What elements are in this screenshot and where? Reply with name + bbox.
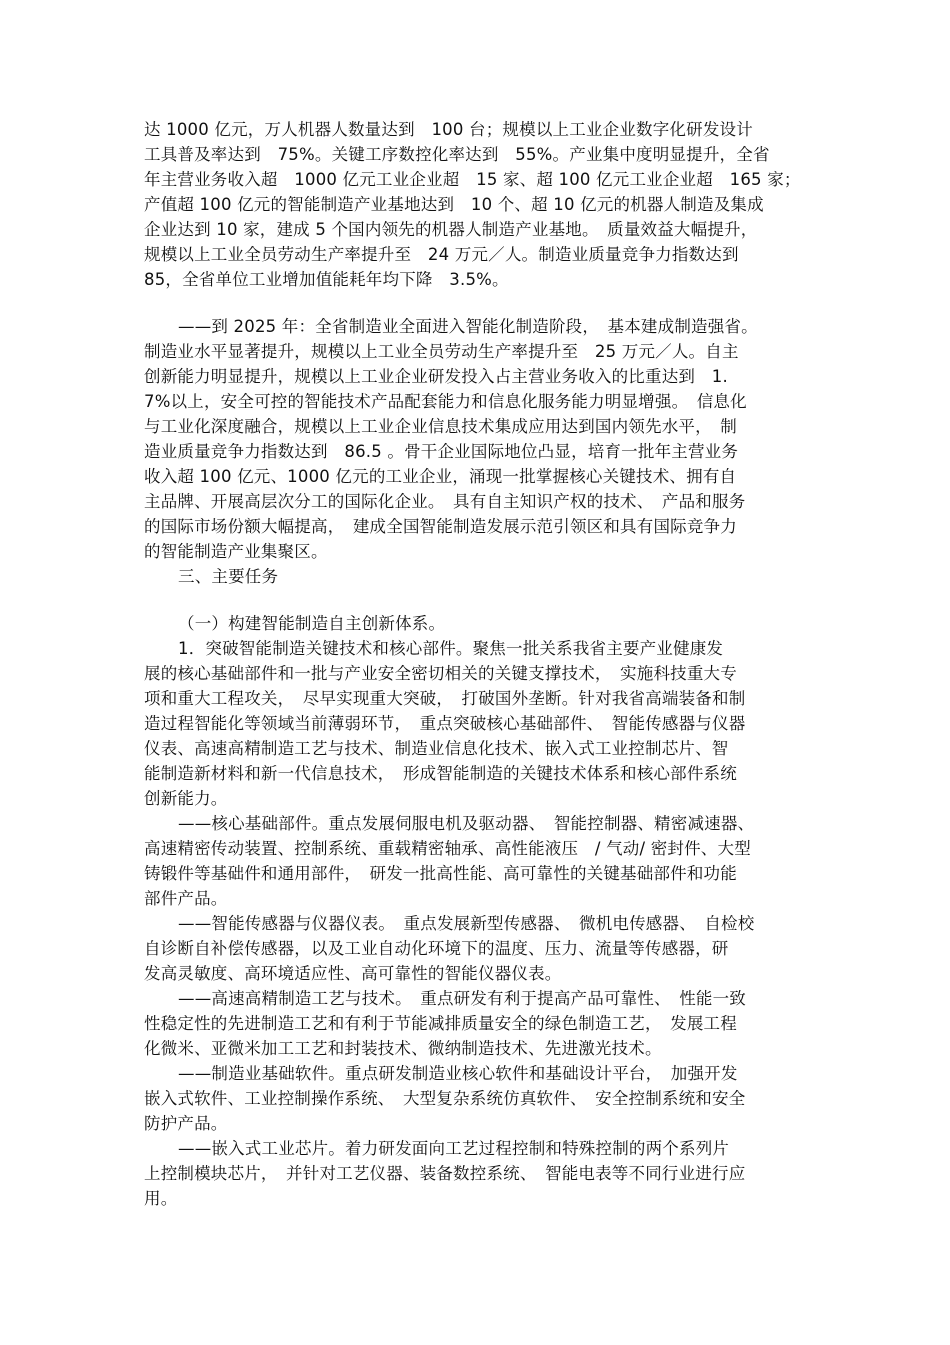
text-line: 防护产品。 xyxy=(144,1114,228,1133)
text-line: 嵌入式软件、工业控制操作系统、 大型复杂系统仿真软件、 安全控制系统和安全 xyxy=(144,1089,746,1108)
text-line: ——制造业基础软件。重点研发制造业核心软件和基础设计平台， 加强开发 xyxy=(178,1064,738,1083)
text-line: 产值超 100 亿元的智能制造产业基地达到 10 个、超 10 亿元的机器人制造及集成 xyxy=(144,195,764,214)
text-line: 7%以上，安全可控的智能技术产品配套能力和信息化服务能力明显增强。 信息化 xyxy=(144,392,747,411)
text-line: ——嵌入式工业芯片。着力研发面向工艺过程控制和特殊控制的两个系列片 xyxy=(178,1139,730,1158)
text-line: 工具普及率达到 75%。关键工序数控化率达到 55%。产业集中度明显提升，全省 xyxy=(144,145,770,164)
text-line: 创新能力。 xyxy=(144,789,228,808)
text-line: 展的核心基础部件和一批与产业安全密切相关的关键支撑技术， 实施科技重大专 xyxy=(144,664,737,683)
text-line: 造业质量竞争力指数达到 86.5 。骨干企业国际地位凸显，培育一批年主营业务 xyxy=(144,442,739,461)
text-line: ——到 2025 年：全省制造业全面进入智能化制造阶段， 基本建成制造强省。 xyxy=(178,317,758,336)
text-line: 化微米、亚微米加工工艺和封装技术、微纳制造技术、先进激光技术。 xyxy=(144,1039,662,1058)
text-line: 的国际市场份额大幅提高， 建成全国智能制造发展示范引领区和具有国际竞争力 xyxy=(144,517,737,536)
text-line: 用。 xyxy=(144,1189,178,1208)
text-line: 项和重大工程攻关， 尽早实现重大突破， 打破国外垄断。针对我省高端装备和制 xyxy=(144,689,746,708)
text-line: 性稳定性的先进制造工艺和有利于节能减排质量安全的绿色制造工艺， 发展工程 xyxy=(144,1014,737,1033)
text-line: 企业达到 10 家，建成 5 个国内领先的机器人制造产业基地。 质量效益大幅提升， xyxy=(144,220,758,239)
text-line: ——高速高精制造工艺与技术。 重点研发有利于提高产品可靠性、 性能一致 xyxy=(178,989,746,1008)
text-line: 上控制模块芯片， 并针对工艺仪器、装备数控系统、 智能电表等不同行业进行应 xyxy=(144,1164,746,1183)
text-line: 铸锻件等基础件和通用部件， 研发一批高性能、高可靠性的关键基础部件和功能 xyxy=(144,864,737,883)
subsection-heading: （一）构建智能制造自主创新体系。 xyxy=(178,614,446,633)
text-line: 达 1000 亿元，万人机器人数量达到 100 台；规模以上工业企业数字化研发设计 xyxy=(144,120,753,139)
text-line: 能制造新材料和新一代信息技术， 形成智能制造的关键技术体系和核心部件系统 xyxy=(144,764,737,783)
text-line: 仪表、高速高精制造工艺与技术、制造业信息化技术、嵌入式工业控制芯片、智 xyxy=(144,739,729,758)
text-line: 制造业水平显著提升，规模以上工业全员劳动生产率提升至 25 万元／人。自主 xyxy=(144,342,739,361)
text-line: ——智能传感器与仪器仪表。 重点发展新型传感器、 微机电传感器、 自检校 xyxy=(178,914,755,933)
text-line: ——核心基础部件。重点发展伺服电机及驱动器、 智能控制器、精密减速器、 xyxy=(178,814,755,833)
text-line: 部件产品。 xyxy=(144,889,228,908)
text-line: 创新能力明显提升，规模以上工业企业研发投入占主营业务收入的比重达到 1. xyxy=(144,367,728,386)
text-line: 高速精密传动装置、控制系统、重载精密轴承、高性能液压 / 气动/ 密封件、大型 xyxy=(144,839,751,858)
text-line: 1．突破智能制造关键技术和核心部件。聚焦一批关系我省主要产业健康发 xyxy=(178,639,724,658)
text-line: 主品牌、开展高层次分工的国际化企业。 具有自主知识产权的技术、 产品和服务 xyxy=(144,492,746,511)
text-line: 85，全省单位工业增加值能耗年均下降 3.5%。 xyxy=(144,270,509,289)
text-line: 收入超 100 亿元、1000 亿元的工业企业，涌现一批掌握核心关键技术、拥有自 xyxy=(144,467,737,486)
section-heading: 三、主要任务 xyxy=(178,567,279,586)
text-line: 的智能制造产业集聚区。 xyxy=(144,542,328,561)
text-line: 规模以上工业全员劳动生产率提升至 24 万元／人。制造业质量竞争力指数达到 xyxy=(144,245,739,264)
text-line: 年主营业务收入超 1000 亿元工业企业超 15 家、超 100 亿元工业企业超 165 家； xyxy=(144,170,801,189)
text-line: 发高灵敏度、高环境适应性、高可靠性的智能仪器仪表。 xyxy=(144,964,562,983)
text-line: 造过程智能化等领域当前薄弱环节， 重点突破核心基础部件、 智能传感器与仪器 xyxy=(144,714,746,733)
text-line: 与工业化深度融合，规模以上工业企业信息技术集成应用达到国内领先水平， 制 xyxy=(144,417,737,436)
text-line: 自诊断自补偿传感器，以及工业自动化环境下的温度、压力、流量等传感器，研 xyxy=(144,939,729,958)
